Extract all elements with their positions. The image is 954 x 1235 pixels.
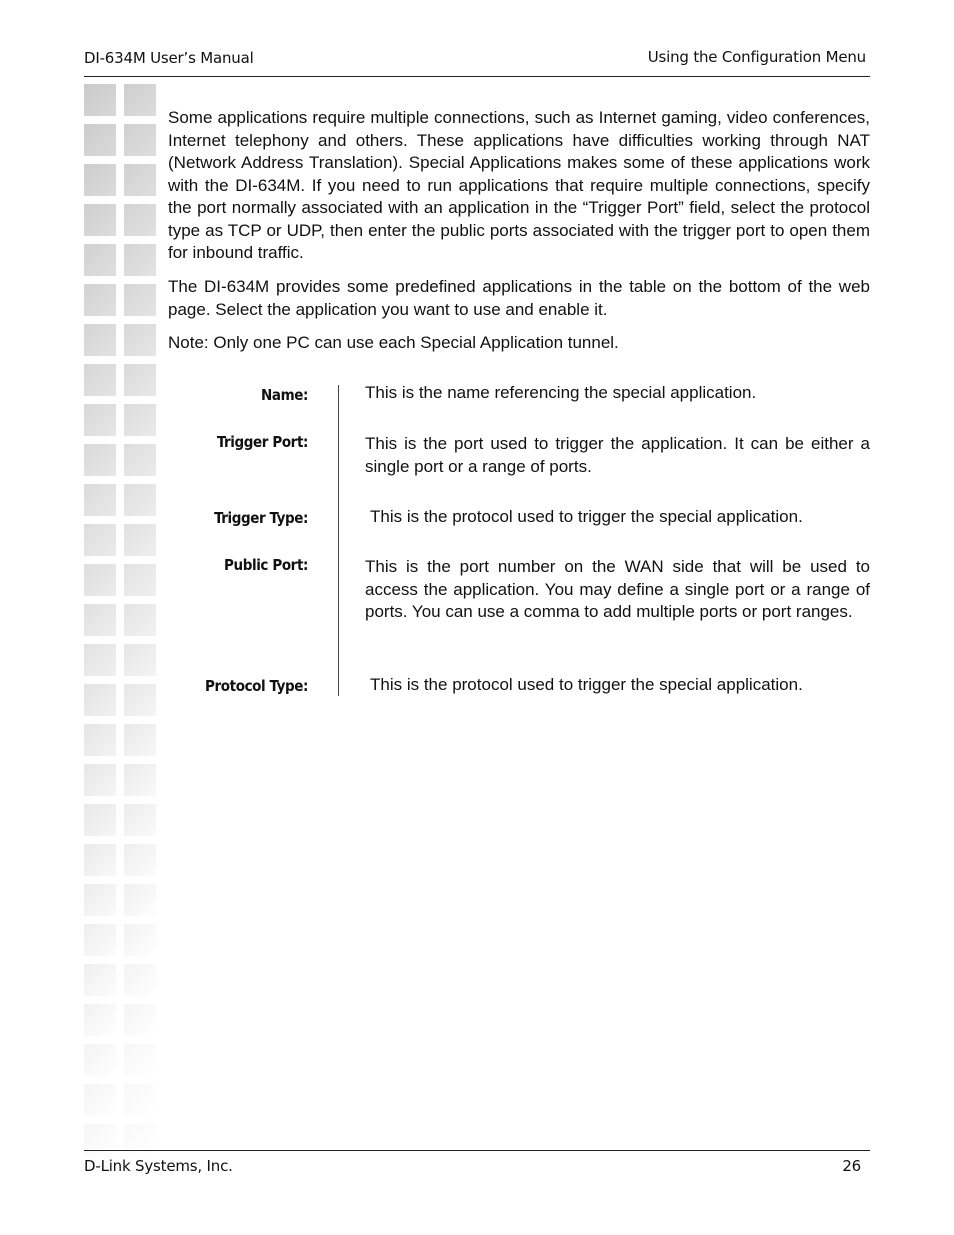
decorative-tile: [124, 124, 156, 156]
desc-protocol-type: This is the protocol used to trigger the special application.: [370, 675, 803, 694]
decorative-tile: [84, 524, 116, 556]
decorative-tile: [124, 164, 156, 196]
decorative-tile: [124, 1044, 156, 1076]
footer-divider: [84, 1150, 870, 1151]
term-public-port: Public Port:: [224, 556, 308, 574]
decorative-tile: [84, 964, 116, 996]
decorative-tile: [124, 644, 156, 676]
note-paragraph: Note: Only one PC can use each Special Application tunnel.: [168, 333, 619, 352]
decorative-tile: [84, 644, 116, 676]
decorative-tile: [84, 444, 116, 476]
desc-public-port: This is the port number on the WAN side that will be used to access the application. You may define a single port or a range of ports. You can use a comma to add multiple ports or port ranges.: [365, 557, 870, 621]
decorative-tile: [84, 324, 116, 356]
decorative-tile: [124, 324, 156, 356]
decorative-tile: [124, 484, 156, 516]
predefined-apps-paragraph: The DI-634M provides some predefined applications in the table on the bottom of the web page. Select the application you want to use and enable it.: [168, 277, 870, 319]
decorative-tile: [84, 1004, 116, 1036]
decorative-tile: [124, 564, 156, 596]
decorative-tile: [124, 244, 156, 276]
decorative-tile: [124, 724, 156, 756]
decorative-tile: [124, 844, 156, 876]
decorative-tile: [84, 884, 116, 916]
desc-trigger-type: This is the protocol used to trigger the special application.: [370, 507, 803, 526]
header-section-title: Using the Configuration Menu: [647, 48, 866, 66]
header-manual-title: DI-634M User’s Manual: [84, 49, 254, 67]
decorative-tile: [84, 844, 116, 876]
decorative-tile: [84, 484, 116, 516]
term-name: Name:: [260, 386, 308, 404]
decorative-tile: [84, 724, 116, 756]
decorative-tile: [84, 564, 116, 596]
decorative-tile: [124, 804, 156, 836]
definition-divider: [338, 385, 339, 696]
decorative-tile: [84, 1084, 116, 1116]
desc-trigger-port: This is the port used to trigger the application. It can be either a single port or a range of ports.: [365, 434, 870, 476]
decorative-tile: [84, 804, 116, 836]
decorative-tile: [84, 1044, 116, 1076]
decorative-tile: [84, 84, 116, 116]
header-divider: [84, 76, 870, 77]
decorative-tile: [84, 924, 116, 956]
decorative-tile: [124, 884, 156, 916]
decorative-tile: [84, 764, 116, 796]
desc-name: This is the name referencing the special application.: [365, 383, 757, 402]
decorative-tile: [124, 964, 156, 996]
decorative-tile: [84, 124, 116, 156]
decorative-tile: [124, 284, 156, 316]
decorative-tile: [124, 404, 156, 436]
term-trigger-port: Trigger Port:: [216, 433, 308, 451]
term-protocol-type: Protocol Type:: [205, 677, 308, 695]
decorative-tile: [124, 364, 156, 396]
decorative-tile: [124, 1124, 156, 1156]
decorative-tile: [124, 604, 156, 636]
decorative-tile: [84, 684, 116, 716]
decorative-tile: [124, 204, 156, 236]
decorative-tile-column: [84, 84, 160, 1148]
decorative-tile: [124, 684, 156, 716]
decorative-tile: [124, 924, 156, 956]
decorative-tile: [84, 404, 116, 436]
decorative-tile: [84, 364, 116, 396]
decorative-tile: [124, 1004, 156, 1036]
decorative-tile: [84, 164, 116, 196]
decorative-tile: [84, 204, 116, 236]
decorative-tile: [84, 604, 116, 636]
decorative-tile: [124, 444, 156, 476]
decorative-tile: [124, 1084, 156, 1116]
decorative-tile: [124, 84, 156, 116]
intro-paragraph: Some applications require multiple connections, such as Internet gaming, video conferences, Internet telephony and others. These applications have difficulties working through NAT (Network Address Translation). Special Applications makes some of these applications work with the DI-634M. If you need to run applications that require multiple connections, specify the port normally associated with an application in the “Trigger Port” field, select the protocol type as TCP or UDP, then enter the public ports associated with the trigger port to open them for inbound traffic.: [168, 108, 870, 262]
decorative-tile: [84, 244, 116, 276]
decorative-tile: [124, 764, 156, 796]
term-trigger-type: Trigger Type:: [214, 509, 308, 527]
decorative-tile: [84, 1124, 116, 1156]
footer-company: D-Link Systems, Inc.: [84, 1157, 233, 1175]
decorative-tile: [84, 284, 116, 316]
decorative-tile: [124, 524, 156, 556]
page-number: 26: [842, 1157, 861, 1175]
